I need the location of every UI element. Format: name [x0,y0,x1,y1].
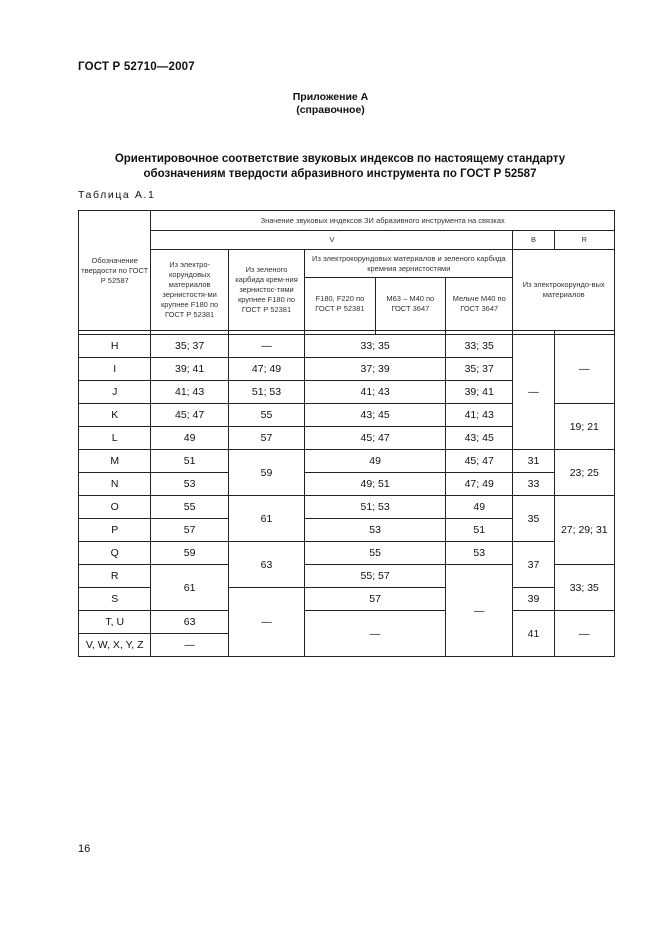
section-title-line: обозначениям твердости абразивного инструмента по ГОСТ Р 52587 [143,168,537,180]
header-electro-green-group: Из электрокорундовых материалов и зеленого карбида кремния зернистостями [305,250,513,278]
row-label: K [79,404,151,427]
header-bond-v: V [151,231,513,250]
table-cell: — [228,335,304,358]
table-cell: 37; 39 [305,358,446,381]
table-cell: 53 [305,519,446,542]
table-cell: 35; 37 [151,335,228,358]
table-cell: 23; 25 [554,450,614,496]
hardness-correspondence-table [78,210,615,657]
table-cell: 55 [305,542,446,565]
table-cell: 51 [151,450,228,473]
table-cell: 61 [151,565,228,611]
row-label: I [79,358,151,381]
table-cell: 47; 49 [228,358,304,381]
table-row [79,473,615,496]
table-cell: 57 [228,427,304,450]
table-cell: 33; 35 [554,565,614,611]
table-cell: 57 [305,588,446,611]
section-title-line: Ориентировочное соответствие звуковых индексов по настоящему стандарту [114,153,566,165]
table-cell: 39; 41 [151,358,228,381]
header-m63-m40: М63 – М40 по ГОСТ 3647 [375,278,445,331]
table-cell: 49 [446,496,513,519]
table-cell: 39; 41 [446,381,513,404]
table-cell: 51 [446,519,513,542]
table-label: Таблица А.1 [78,189,156,201]
table-cell: 63 [151,611,228,634]
table-cell: 43; 45 [305,404,446,427]
table-cell: 53 [446,542,513,565]
table-cell: 41; 43 [446,404,513,427]
table-cell: — [151,634,228,657]
table-cell: — [446,565,513,657]
row-label: R [79,565,151,588]
header-f180-f220: F180, F220 по ГОСТ Р 52381 [305,278,375,331]
row-label: H [79,335,151,358]
table-cell: 35 [513,496,554,542]
header-electrocorundum-coarse: Из электро-корундовых материалов зернистостя-ми крупнее F180 по ГОСТ Р 52381 [151,250,228,331]
header-green-sic-coarse: Из зеленого карбида крем-ния зернистос-тями крупнее F180 по ГОСТ Р 52381 [228,250,304,331]
row-label: M [79,450,151,473]
appendix-subtitle: (справочное) [296,104,365,116]
table-cell: 49; 51 [305,473,446,496]
table-cell: 63 [228,542,304,588]
table-cell: 41; 43 [305,381,446,404]
table-cell: 41 [513,611,554,657]
table-cell: 51; 53 [228,381,304,404]
row-label: Q [79,542,151,565]
header-sound-index: Значение звуковых индексов ЗИ абразивного инструмента на связках [151,211,615,231]
table-cell: 35; 37 [446,358,513,381]
header-finer-m40: Мельче М40 по ГОСТ 3647 [446,278,513,331]
row-label: T, U [79,611,151,634]
table-cell: 59 [151,542,228,565]
table-cell: 37 [513,542,554,588]
table-cell: 19; 21 [554,404,614,450]
table-cell: 43; 45 [446,427,513,450]
table-cell: 53 [151,473,228,496]
table-cell: 33 [513,473,554,496]
table-cell: 47; 49 [446,473,513,496]
table-cell: 55 [228,404,304,427]
table-cell: 41; 43 [151,381,228,404]
table-cell: 59 [228,450,304,496]
table-cell: — [554,611,614,657]
row-label: V, W, X, Y, Z [79,634,151,657]
header-bond-b: B [513,231,554,250]
header-designation: Обозначение твердости по ГОСТ Р 52587 [79,211,151,331]
table-cell: — [228,588,304,657]
table-cell: — [305,611,446,657]
table-cell: 31 [513,450,554,473]
row-label: P [79,519,151,542]
table-cell: 39 [513,588,554,611]
table-cell: 55 [151,496,228,519]
table-cell: 27; 29; 31 [554,496,614,565]
header-bond-r: R [554,231,614,250]
table-row [79,611,615,634]
table-cell: 45; 47 [446,450,513,473]
table-row [79,542,615,565]
row-label: L [79,427,151,450]
table-row [79,496,615,519]
table-cell: 45; 47 [151,404,228,427]
table-cell: 45; 47 [305,427,446,450]
page-number: 16 [78,843,91,855]
appendix-title: Приложение А [292,91,369,103]
row-label: N [79,473,151,496]
table-cell: 61 [228,496,304,542]
table-row [79,335,615,358]
table-cell: 49 [305,450,446,473]
table-cell: — [513,335,554,450]
table-cell: 49 [151,427,228,450]
appendix-heading [0,91,661,117]
document-id: ГОСТ Р 52710—2007 [78,61,195,73]
table-cell: 51; 53 [305,496,446,519]
section-title [60,152,620,182]
row-label: S [79,588,151,611]
table-cell: 33; 35 [446,335,513,358]
row-label: J [79,381,151,404]
table-row [79,450,615,473]
table-cell: — [554,335,614,404]
header-br-electrocorundum: Из электрокорундо-вых материалов [513,250,615,331]
row-label: O [79,496,151,519]
table-cell: 57 [151,519,228,542]
table-cell: 55; 57 [305,565,446,588]
table-cell: 33; 35 [305,335,446,358]
